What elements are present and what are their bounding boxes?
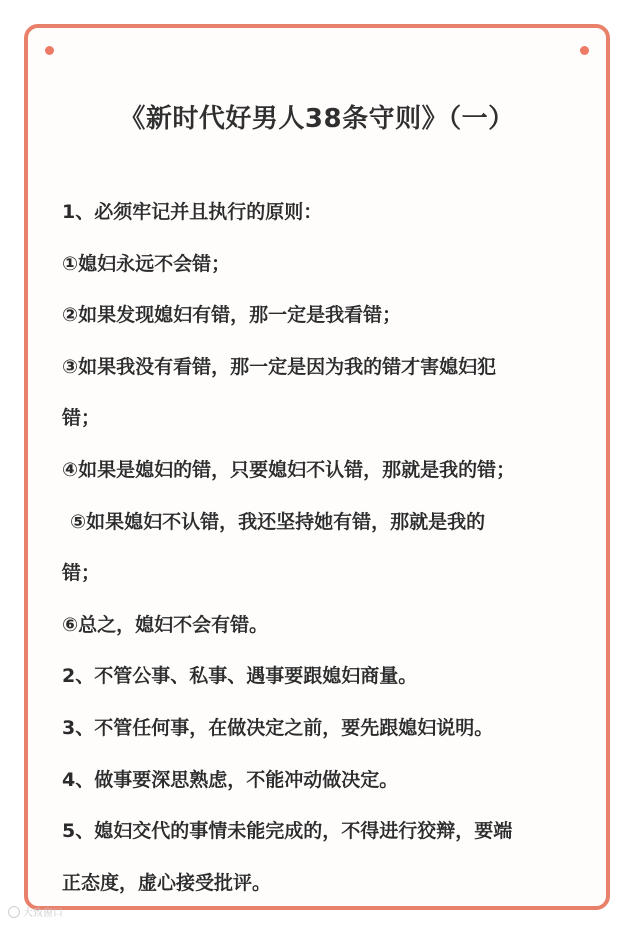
corner-dot-right xyxy=(580,46,589,55)
rule-line: 错； xyxy=(62,407,101,430)
rule-line: ①媳妇永远不会错； xyxy=(62,252,231,275)
rule-line: 正态度，虚心接受批评。 xyxy=(62,871,272,894)
watermark-logo-icon xyxy=(8,906,20,918)
rules-list xyxy=(62,187,586,909)
rule-line: ③如果我没有看错，那一定是因为我的错才害媳妇犯 xyxy=(62,355,497,378)
rule-line: 3、不管任何事，在做决定之前，要先跟媳妇说明。 xyxy=(62,716,494,739)
rule-line: 5、媳妇交代的事情未能完成的，不得进行狡辩，要端 xyxy=(62,820,513,843)
watermark xyxy=(8,904,63,919)
page-title: 《新时代好男人38条守则》（一） xyxy=(119,104,515,134)
corner-dot-left xyxy=(45,46,54,55)
rule-line: 2、不管公事、私事、遇事要跟媳妇商量。 xyxy=(62,665,418,688)
rule-line: 错； xyxy=(62,562,101,585)
rule-line: ⑤如果媳妇不认错，我还坚持她有错，那就是我的 xyxy=(70,510,486,533)
rule-line: 4、做事要深思熟虑，不能冲动做决定。 xyxy=(62,768,399,791)
rule-line: ⑥总之，媳妇不会有错。 xyxy=(62,613,269,636)
rule-line: ④如果是媳妇的错，只要媳妇不认错，那就是我的错； xyxy=(62,458,516,481)
rule-line: ②如果发现媳妇有错，那一定是我看错； xyxy=(62,304,402,327)
rule-line: 1、必须牢记并且执行的原则： xyxy=(62,201,323,223)
watermark-text: 大致窗口 xyxy=(23,908,63,919)
rules-card xyxy=(24,24,610,910)
